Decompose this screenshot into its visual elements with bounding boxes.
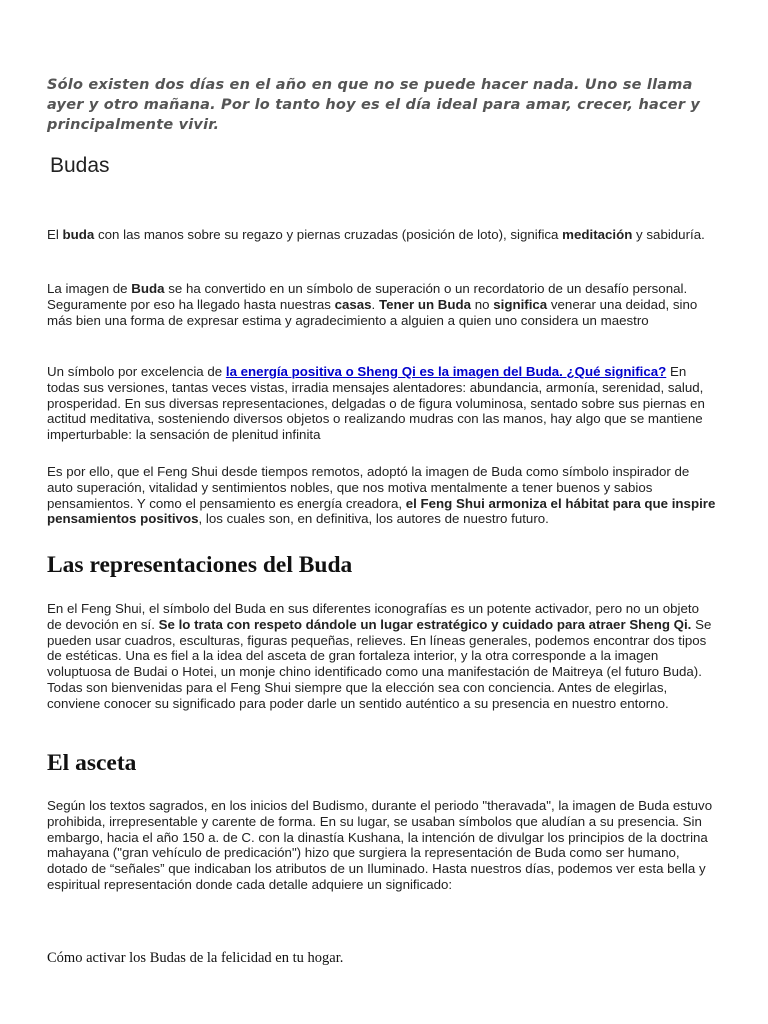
heading-asceta: El asceta xyxy=(47,750,137,776)
heading-representaciones: Las representaciones del Buda xyxy=(47,552,353,578)
paragraph-representaciones: En el Feng Shui, el símbolo del Buda en sus diferentes iconografías es un potente activador, pero no un objeto de devoción en sí. Se lo trata con respeto dándole un lugar estratégico y cuidado para atraer Sheng Qi. Se pueden usar cuadros, esculturas, figuras pequeñas, relieves. En líneas generales, podemos encontrar dos tipos de estéticas. Una es fiel a la idea del asceta de gran fortaleza interior, y la otra corresponde a la imagen voluptuosa de Budai o Hotei, un monje chino identificado como una manifestación de Maitreya (el futuro Buda). Todas son bienvenidas para el Feng Shui siempre que la elección sea con conciencia. Antes de elegirlas, conviene conocer su significado para poder darle un sentido auténtico a su presencia en nuestro entorno. xyxy=(47,601,712,711)
paragraph-buda-loto: El buda con las manos sobre su regazo y piernas cruzadas (posición de loto), significa meditación y sabiduría. xyxy=(47,227,705,242)
page-title: Budas xyxy=(50,154,110,177)
sheng-qi-link[interactable]: la energía positiva o Sheng Qi es la imagen del Buda. ¿Qué significa? xyxy=(225,364,667,379)
paragraph-simbolo: Un símbolo por excelencia de la energía positiva o Sheng Qi es la imagen del Buda. ¿Qué significa? En todas sus versiones, tantas veces vistas, irradia mensajes alentadores: abundancia, armonía, serenidad, salud, prosperidad. En sus diversas representaciones, delgadas o de figura voluminosa, sentado sobre sus piernas en actitud meditativa, sosteniendo diversos objetos o realizando mudras con las manos, hay algo que se mantiene imperturbable: la sensación de plenitud infinita xyxy=(47,364,705,443)
intro-quote: Sólo existen dos días en el año en que no se puede hacer nada. Uno se llama ayer y otro mañana. Por lo tanto hoy es el día ideal para amar, crecer, hacer y principalmente vivir. xyxy=(47,77,701,133)
footer-caption: Cómo activar los Budas de la felicidad en tu hogar. xyxy=(47,950,344,966)
paragraph-feng-shui: Es por ello, que el Feng Shui desde tiempos remotos, adoptó la imagen de Buda como símbolo inspirador de auto superación, vitalidad y sentimientos nobles, que nos motiva mentalmente a tener buenos y sabios pensamientos. Y como el pensamiento es energía creadora, el Feng Shui armoniza el hábitat para que inspire pensamientos positivos, los cuales son, en definitiva, los autores de nuestro futuro. xyxy=(47,464,716,527)
paragraph-imagen-buda: La imagen de Buda se ha convertido en un símbolo de superación o un recordatorio de un desafío personal. Seguramente por eso ha llegado hasta nuestras casas. Tener un Buda no significa venerar una deidad, sino más bien una forma de expresar estima y agradecimiento a alguien a quien uno considera un maestro xyxy=(47,281,698,328)
paragraph-asceta: Según los textos sagrados, en los inicios del Budismo, durante el periodo "theravada", la imagen de Buda estuvo prohibida, irrepresentable y carente de forma. En su lugar, se usaban símbolos que aludían a su presencia. Sin embargo, hacia el año 150 a. de C. con la dinastía Kushana, la intención de divulgar los principios de la doctrina mahayana ("gran vehículo de predicación") hizo que surgiera la representación de Buda como ser humano, dotado de “señales” que indicaban los atributos de un Iluminado. Hasta nuestros días, podemos ver esta bella y espiritual representación donde cada detalle adquiere un significado: xyxy=(47,798,713,892)
